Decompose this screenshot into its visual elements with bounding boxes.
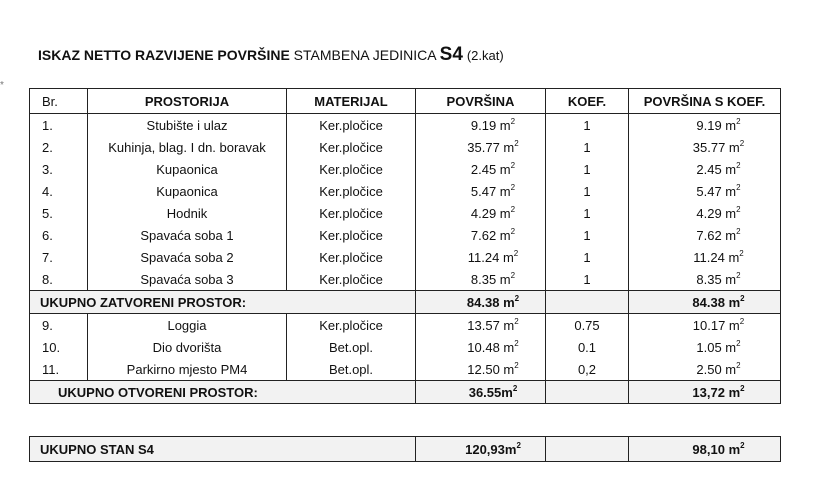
open-total-area-koef: 13,72 $m^2$ <box>629 381 781 404</box>
cell-room: Spavaća soba 1 <box>88 224 287 246</box>
open-total-label: UKUPNO OTVORENI PROSTOR: <box>30 381 416 404</box>
cell-room: Parkirno mjesto PM4 <box>88 358 287 381</box>
cell-koef: 0,2 <box>546 358 629 381</box>
cell-br: 9. <box>30 314 88 337</box>
header-materijal: MATERIJAL <box>287 89 416 114</box>
cell-koef: 1 <box>546 268 629 291</box>
cell-material: Ker.pločice <box>287 202 416 224</box>
cell-area: 11.24 $m^2$ <box>416 246 546 268</box>
closed-total-koef-empty <box>546 291 629 314</box>
cell-area: 5.47 $m^2$ <box>416 180 546 202</box>
cell-area: 13.57 $m^2$ <box>416 314 546 337</box>
open-total-koef-empty <box>546 381 629 404</box>
cell-br: 5. <box>30 202 88 224</box>
closed-total-row <box>30 291 781 314</box>
cell-br: 6. <box>30 224 88 246</box>
cell-room: Kuhinja, blag. I dn. boravak <box>88 136 287 158</box>
cell-material: Ker.pločice <box>287 136 416 158</box>
cell-area: 35.77 $m^2$ <box>416 136 546 158</box>
header-povrsina-koef: POVRŠINA S KOEF. <box>629 89 781 114</box>
table-row <box>30 224 781 246</box>
table-row <box>30 358 781 381</box>
table-row <box>30 314 781 337</box>
grand-total-label: UKUPNO STAN S4 <box>30 437 416 462</box>
closed-total-area-koef: 84.38 $m^2$ <box>629 291 781 314</box>
cell-area: 4.29 $m^2$ <box>416 202 546 224</box>
table-row <box>30 336 781 358</box>
cell-br: 3. <box>30 158 88 180</box>
cell-room: Spavaća soba 2 <box>88 246 287 268</box>
cell-area-koef: 8.35 $m^2$ <box>629 268 781 291</box>
header-prostorija: PROSTORIJA <box>88 89 287 114</box>
cell-room: Dio dvorišta <box>88 336 287 358</box>
header-povrsina: POVRŠINA <box>416 89 546 114</box>
cell-room: Hodnik <box>88 202 287 224</box>
cell-material: Ker.pločice <box>287 246 416 268</box>
cell-room: Kupaonica <box>88 158 287 180</box>
cell-area: 12.50 $m^2$ <box>416 358 546 381</box>
grand-total-row <box>30 437 781 462</box>
table-row <box>30 268 781 291</box>
cell-area: 9.19 $m^2$ <box>416 114 546 137</box>
cell-br: 8. <box>30 268 88 291</box>
cell-material: Bet.opl. <box>287 358 416 381</box>
cell-material: Bet.opl. <box>287 336 416 358</box>
table-row <box>30 114 781 137</box>
title-unit: S4 <box>439 44 463 65</box>
cell-room: Kupaonica <box>88 180 287 202</box>
cell-material: Ker.pločice <box>287 114 416 137</box>
cell-area-koef: 5.47 $m^2$ <box>629 180 781 202</box>
closed-total-area: 84.38 $m^2$ <box>416 291 546 314</box>
cell-material: Ker.pločice <box>287 268 416 291</box>
table-row <box>30 136 781 158</box>
open-total-area: $36.55m^2$ <box>416 381 546 404</box>
cell-area-koef: 11.24 $m^2$ <box>629 246 781 268</box>
cell-koef: 1 <box>546 136 629 158</box>
document-title <box>38 44 504 66</box>
closed-total-label: UKUPNO ZATVORENI PROSTOR: <box>30 291 416 314</box>
cell-area-koef: 7.62 $m^2$ <box>629 224 781 246</box>
cell-koef: 1 <box>546 202 629 224</box>
cell-area-koef: 2.45 $m^2$ <box>629 158 781 180</box>
title-part1: ISKAZ NETTO RAZVIJENE POVRŠINE <box>38 47 290 63</box>
cell-area-koef: 4.29 $m^2$ <box>629 202 781 224</box>
header-koef: KOEF. <box>546 89 629 114</box>
cell-br: 11. <box>30 358 88 381</box>
cell-room: Stubište i ulaz <box>88 114 287 137</box>
cell-koef: 1 <box>546 114 629 137</box>
cell-room: Spavaća soba 3 <box>88 268 287 291</box>
cell-area-koef: 10.17 $m^2$ <box>629 314 781 337</box>
table-row <box>30 158 781 180</box>
title-part2: STAMBENA JEDINICA <box>293 47 436 63</box>
cell-br: 2. <box>30 136 88 158</box>
cell-koef: 0.75 <box>546 314 629 337</box>
cell-koef: 1 <box>546 180 629 202</box>
closed-rows <box>30 114 781 291</box>
cell-room: Loggia <box>88 314 287 337</box>
cell-br: 4. <box>30 180 88 202</box>
grand-total-area-koef: 98,10 $m^2$ <box>629 437 781 462</box>
title-floor: (2.kat) <box>466 48 504 63</box>
area-table <box>29 88 781 404</box>
cell-area-koef: 2.50 $m^2$ <box>629 358 781 381</box>
cell-koef: 1 <box>546 224 629 246</box>
table-row <box>30 202 781 224</box>
grand-total-table <box>29 436 781 462</box>
margin-mark: * <box>0 80 4 91</box>
cell-material: Ker.pločice <box>287 224 416 246</box>
cell-koef: 1 <box>546 246 629 268</box>
cell-koef: 1 <box>546 158 629 180</box>
grand-total-area: $120,93m^2$ <box>416 437 546 462</box>
cell-material: Ker.pločice <box>287 180 416 202</box>
cell-koef: 0.1 <box>546 336 629 358</box>
header-br: Br. <box>30 89 88 114</box>
cell-br: 1. <box>30 114 88 137</box>
cell-area: 8.35 $m^2$ <box>416 268 546 291</box>
table-row <box>30 246 781 268</box>
cell-area: 2.45 $m^2$ <box>416 158 546 180</box>
cell-area-koef: 35.77 $m^2$ <box>629 136 781 158</box>
cell-area: 10.48 $m^2$ <box>416 336 546 358</box>
cell-area-koef: 9.19 $m^2$ <box>629 114 781 137</box>
open-rows <box>30 314 781 381</box>
cell-br: 10. <box>30 336 88 358</box>
table-row <box>30 180 781 202</box>
table-header-row <box>30 89 781 114</box>
cell-area: 7.62 $m^2$ <box>416 224 546 246</box>
cell-area-koef: 1.05 $m^2$ <box>629 336 781 358</box>
cell-material: Ker.pločice <box>287 314 416 337</box>
cell-material: Ker.pločice <box>287 158 416 180</box>
grand-total-koef-empty <box>546 437 629 462</box>
cell-br: 7. <box>30 246 88 268</box>
open-total-row <box>30 381 781 404</box>
